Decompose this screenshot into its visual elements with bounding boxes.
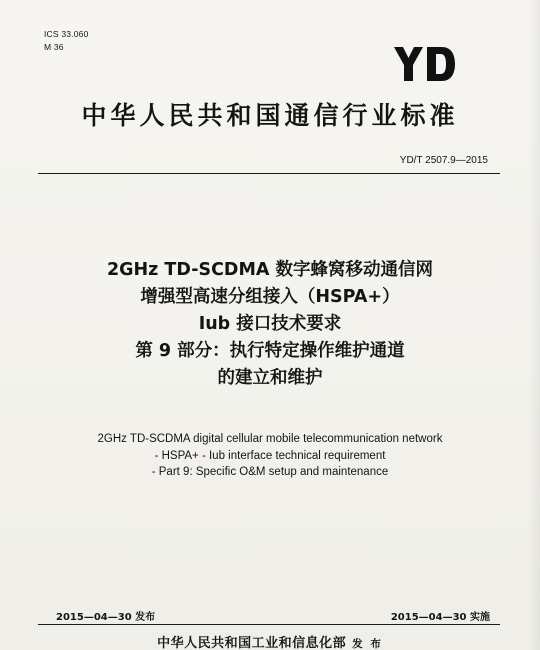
publish-date: 2015—04—30 发布: [56, 612, 156, 623]
chinese-title-line: 增强型高速分组接入（HSPA+）: [140, 287, 400, 307]
top-divider: [38, 173, 500, 174]
standard-number: YD/T 2507.9—2015: [399, 155, 488, 166]
bottom-divider: [38, 624, 500, 625]
yd-logo-letter-d: [427, 47, 455, 81]
issuer-suffix: 发 布: [352, 638, 383, 650]
yd-logo: [394, 47, 456, 81]
implementation-date: 2015—04—30 实施: [390, 612, 490, 623]
issuing-authority: [0, 632, 540, 650]
chinese-title-line: 的建立和维护: [217, 368, 323, 388]
english-title: [0, 431, 540, 481]
ccs-code: M 36: [44, 42, 64, 52]
chinese-title-line: 2GHz TD-SCDMA 数字蜂窝移动通信网: [106, 260, 434, 280]
chinese-title: [0, 257, 540, 392]
chinese-title-line: Iub 接口技术要求: [198, 314, 342, 334]
yd-logo-letter-y: [394, 47, 423, 81]
page-edge-shadow: [528, 0, 540, 650]
english-title-line: - Part 9: Specific O&M setup and maintenance: [151, 466, 389, 478]
classification-codes: [44, 28, 89, 54]
ics-code: ICS 33.060: [44, 29, 89, 39]
standard-category-title: 中华人民共和国通信行业标准: [81, 101, 459, 130]
english-title-line: 2GHz TD-SCDMA digital cellular mobile telecommunication network: [97, 433, 443, 445]
chinese-title-line: 第 9 部分：执行特定操作维护通道: [135, 341, 405, 361]
english-title-line: - HSPA+ - Iub interface technical requirement: [154, 449, 386, 462]
issuer-organization: 中华人民共和国工业和信息化部: [157, 636, 347, 650]
